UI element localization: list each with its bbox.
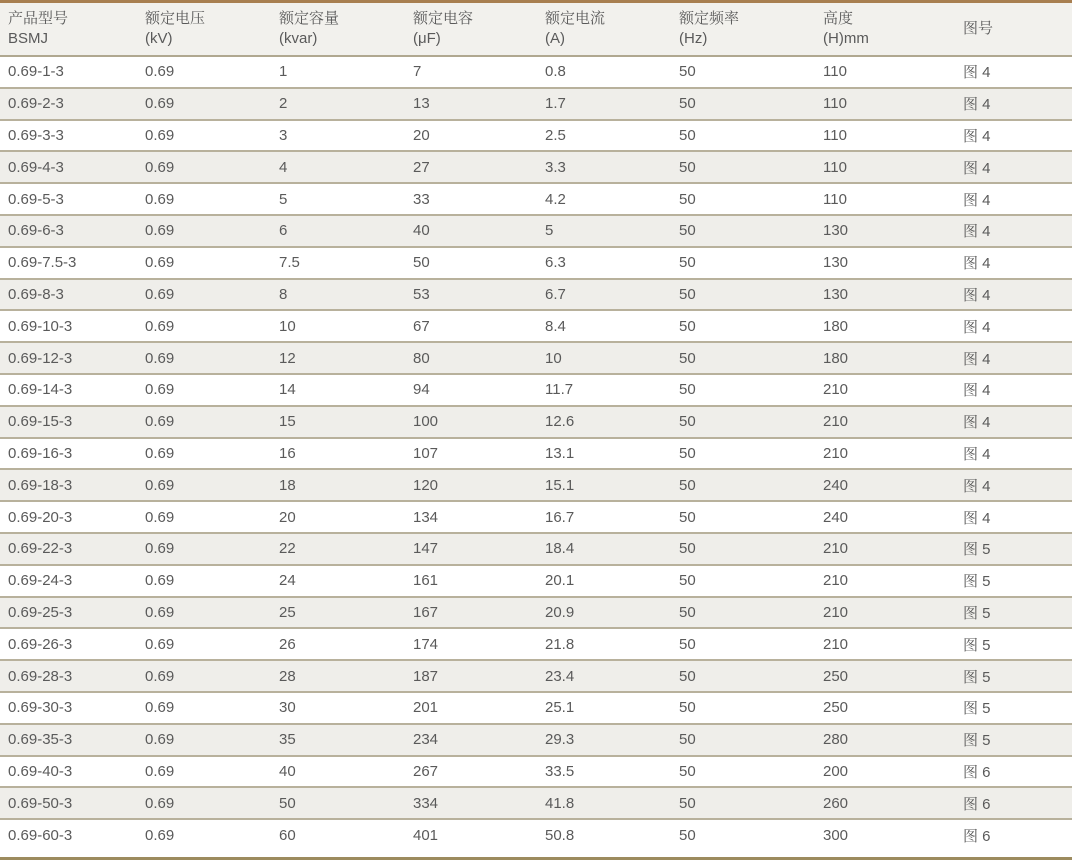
cell-current: 1.7 — [537, 88, 671, 120]
cell-frequency: 50 — [671, 374, 815, 406]
cell-height: 210 — [815, 628, 955, 660]
cell-model: 0.69-16-3 — [0, 438, 137, 470]
cell-current: 18.4 — [537, 533, 671, 565]
cell-height: 240 — [815, 469, 955, 501]
cell-current: 25.1 — [537, 692, 671, 724]
cell-voltage: 0.69 — [137, 692, 271, 724]
cell-capacity: 28 — [271, 660, 405, 692]
cell-current: 2.5 — [537, 120, 671, 152]
cell-height: 210 — [815, 533, 955, 565]
cell-capacitance: 107 — [405, 438, 537, 470]
cell-figure: 图 5 — [955, 692, 1072, 724]
table-row — [0, 247, 1072, 279]
table-row — [0, 183, 1072, 215]
table-row — [0, 628, 1072, 660]
cell-model: 0.69-40-3 — [0, 756, 137, 788]
column-label: 图号 — [963, 20, 994, 37]
cell-model: 0.69-26-3 — [0, 628, 137, 660]
cell-frequency: 50 — [671, 787, 815, 819]
cell-voltage: 0.69 — [137, 279, 271, 311]
cell-voltage: 0.69 — [137, 501, 271, 533]
cell-current: 6.3 — [537, 247, 671, 279]
cell-current: 6.7 — [537, 279, 671, 311]
cell-capacity: 3 — [271, 120, 405, 152]
cell-capacitance: 134 — [405, 501, 537, 533]
cell-voltage: 0.69 — [137, 724, 271, 756]
column-header-capacity — [271, 3, 405, 56]
cell-capacitance: 161 — [405, 565, 537, 597]
cell-model: 0.69-4-3 — [0, 151, 137, 183]
cell-model: 0.69-50-3 — [0, 787, 137, 819]
cell-height: 110 — [815, 151, 955, 183]
cell-figure: 图 5 — [955, 597, 1072, 629]
cell-capacitance: 94 — [405, 374, 537, 406]
cell-frequency: 50 — [671, 565, 815, 597]
table-row — [0, 215, 1072, 247]
table-row — [0, 787, 1072, 819]
cell-figure: 图 4 — [955, 374, 1072, 406]
cell-height: 210 — [815, 374, 955, 406]
table-row — [0, 406, 1072, 438]
column-label: 高度 — [823, 10, 854, 27]
cell-height: 210 — [815, 565, 955, 597]
cell-current: 15.1 — [537, 469, 671, 501]
cell-frequency: 50 — [671, 183, 815, 215]
cell-voltage: 0.69 — [137, 469, 271, 501]
cell-capacity: 2 — [271, 88, 405, 120]
cell-model: 0.69-2-3 — [0, 88, 137, 120]
table-row — [0, 724, 1072, 756]
cell-figure: 图 4 — [955, 406, 1072, 438]
cell-voltage: 0.69 — [137, 310, 271, 342]
cell-current: 16.7 — [537, 501, 671, 533]
cell-frequency: 50 — [671, 469, 815, 501]
cell-capacity: 25 — [271, 597, 405, 629]
cell-current: 8.4 — [537, 310, 671, 342]
column-label: 产品型号 — [8, 10, 69, 27]
cell-height: 240 — [815, 501, 955, 533]
cell-model: 0.69-14-3 — [0, 374, 137, 406]
cell-figure: 图 4 — [955, 469, 1072, 501]
cell-capacity: 26 — [271, 628, 405, 660]
cell-frequency: 50 — [671, 819, 815, 850]
cell-height: 110 — [815, 120, 955, 152]
cell-model: 0.69-18-3 — [0, 469, 137, 501]
cell-capacity: 40 — [271, 756, 405, 788]
cell-figure: 图 6 — [955, 819, 1072, 850]
cell-voltage: 0.69 — [137, 374, 271, 406]
cell-model: 0.69-8-3 — [0, 279, 137, 311]
cell-voltage: 0.69 — [137, 819, 271, 850]
cell-frequency: 50 — [671, 279, 815, 311]
cell-capacitance: 334 — [405, 787, 537, 819]
cell-model: 0.69-1-3 — [0, 56, 137, 88]
column-label: 额定频率 — [679, 10, 740, 27]
cell-height: 180 — [815, 310, 955, 342]
cell-height: 130 — [815, 215, 955, 247]
cell-height: 110 — [815, 88, 955, 120]
table-header — [0, 3, 1072, 56]
cell-height: 260 — [815, 787, 955, 819]
cell-capacitance: 174 — [405, 628, 537, 660]
cell-height: 130 — [815, 247, 955, 279]
column-unit: (kvar) — [279, 30, 318, 47]
cell-figure: 图 4 — [955, 438, 1072, 470]
cell-voltage: 0.69 — [137, 151, 271, 183]
cell-current: 21.8 — [537, 628, 671, 660]
cell-figure: 图 5 — [955, 533, 1072, 565]
cell-frequency: 50 — [671, 247, 815, 279]
column-header-figure — [955, 3, 1072, 56]
column-unit: (μF) — [413, 30, 441, 47]
cell-capacity: 22 — [271, 533, 405, 565]
cell-capacity: 8 — [271, 279, 405, 311]
cell-model: 0.69-6-3 — [0, 215, 137, 247]
column-unit: (H)mm — [823, 30, 869, 47]
cell-height: 280 — [815, 724, 955, 756]
cell-voltage: 0.69 — [137, 628, 271, 660]
cell-figure: 图 4 — [955, 120, 1072, 152]
cell-current: 3.3 — [537, 151, 671, 183]
table-row — [0, 438, 1072, 470]
cell-model: 0.69-60-3 — [0, 819, 137, 850]
cell-current: 11.7 — [537, 374, 671, 406]
cell-frequency: 50 — [671, 438, 815, 470]
cell-height: 110 — [815, 183, 955, 215]
cell-figure: 图 4 — [955, 279, 1072, 311]
capacitor-spec-table — [0, 3, 1072, 850]
cell-figure: 图 5 — [955, 660, 1072, 692]
cell-frequency: 50 — [671, 120, 815, 152]
cell-frequency: 50 — [671, 310, 815, 342]
cell-capacitance: 27 — [405, 151, 537, 183]
cell-capacitance: 40 — [405, 215, 537, 247]
cell-capacitance: 7 — [405, 56, 537, 88]
cell-capacity: 10 — [271, 310, 405, 342]
cell-figure: 图 5 — [955, 724, 1072, 756]
cell-voltage: 0.69 — [137, 438, 271, 470]
cell-voltage: 0.69 — [137, 120, 271, 152]
cell-capacitance: 13 — [405, 88, 537, 120]
cell-capacity: 15 — [271, 406, 405, 438]
cell-figure: 图 4 — [955, 310, 1072, 342]
table-row — [0, 279, 1072, 311]
table-row — [0, 692, 1072, 724]
cell-voltage: 0.69 — [137, 183, 271, 215]
cell-figure: 图 5 — [955, 565, 1072, 597]
table-header-row — [0, 3, 1072, 56]
cell-capacitance: 147 — [405, 533, 537, 565]
cell-capacitance: 33 — [405, 183, 537, 215]
cell-model: 0.69-35-3 — [0, 724, 137, 756]
cell-capacitance: 53 — [405, 279, 537, 311]
cell-figure: 图 4 — [955, 56, 1072, 88]
cell-current: 20.9 — [537, 597, 671, 629]
cell-model: 0.69-28-3 — [0, 660, 137, 692]
cell-frequency: 50 — [671, 406, 815, 438]
table-row — [0, 660, 1072, 692]
cell-height: 250 — [815, 692, 955, 724]
table-row — [0, 342, 1072, 374]
cell-capacity: 12 — [271, 342, 405, 374]
column-unit: (A) — [545, 30, 565, 47]
table-row — [0, 565, 1072, 597]
cell-model: 0.69-15-3 — [0, 406, 137, 438]
cell-frequency: 50 — [671, 215, 815, 247]
cell-capacity: 35 — [271, 724, 405, 756]
cell-current: 10 — [537, 342, 671, 374]
cell-capacity: 30 — [271, 692, 405, 724]
cell-voltage: 0.69 — [137, 88, 271, 120]
column-label: 额定容量 — [279, 10, 340, 27]
column-header-frequency — [671, 3, 815, 56]
cell-model: 0.69-10-3 — [0, 310, 137, 342]
cell-figure: 图 4 — [955, 247, 1072, 279]
cell-figure: 图 4 — [955, 215, 1072, 247]
cell-capacitance: 234 — [405, 724, 537, 756]
cell-capacitance: 80 — [405, 342, 537, 374]
cell-capacity: 18 — [271, 469, 405, 501]
cell-capacity: 16 — [271, 438, 405, 470]
cell-voltage: 0.69 — [137, 215, 271, 247]
cell-current: 41.8 — [537, 787, 671, 819]
cell-frequency: 50 — [671, 56, 815, 88]
cell-model: 0.69-25-3 — [0, 597, 137, 629]
cell-current: 5 — [537, 215, 671, 247]
table-row — [0, 533, 1072, 565]
column-header-current — [537, 3, 671, 56]
cell-current: 13.1 — [537, 438, 671, 470]
table-row — [0, 120, 1072, 152]
column-header-voltage — [137, 3, 271, 56]
table-row — [0, 756, 1072, 788]
cell-model: 0.69-7.5-3 — [0, 247, 137, 279]
cell-figure: 图 4 — [955, 342, 1072, 374]
cell-capacity: 1 — [271, 56, 405, 88]
column-label: 额定电容 — [413, 10, 474, 27]
cell-frequency: 50 — [671, 597, 815, 629]
column-header-capacitance — [405, 3, 537, 56]
cell-model: 0.69-24-3 — [0, 565, 137, 597]
cell-capacity: 6 — [271, 215, 405, 247]
column-header-model — [0, 3, 137, 56]
cell-voltage: 0.69 — [137, 565, 271, 597]
cell-current: 23.4 — [537, 660, 671, 692]
cell-frequency: 50 — [671, 724, 815, 756]
cell-capacitance: 120 — [405, 469, 537, 501]
cell-voltage: 0.69 — [137, 533, 271, 565]
cell-voltage: 0.69 — [137, 56, 271, 88]
cell-height: 200 — [815, 756, 955, 788]
cell-current: 20.1 — [537, 565, 671, 597]
cell-model: 0.69-22-3 — [0, 533, 137, 565]
cell-capacity: 60 — [271, 819, 405, 850]
cell-figure: 图 4 — [955, 151, 1072, 183]
cell-capacity: 5 — [271, 183, 405, 215]
cell-figure: 图 4 — [955, 183, 1072, 215]
cell-figure: 图 4 — [955, 88, 1072, 120]
cell-frequency: 50 — [671, 501, 815, 533]
cell-capacitance: 50 — [405, 247, 537, 279]
cell-frequency: 50 — [671, 151, 815, 183]
cell-figure: 图 6 — [955, 756, 1072, 788]
cell-voltage: 0.69 — [137, 597, 271, 629]
table-row — [0, 819, 1072, 850]
cell-frequency: 50 — [671, 628, 815, 660]
cell-capacity: 14 — [271, 374, 405, 406]
cell-capacity: 50 — [271, 787, 405, 819]
column-label: 额定电流 — [545, 10, 606, 27]
cell-voltage: 0.69 — [137, 787, 271, 819]
table-row — [0, 151, 1072, 183]
cell-capacitance: 100 — [405, 406, 537, 438]
cell-height: 180 — [815, 342, 955, 374]
column-label: 额定电压 — [145, 10, 206, 27]
cell-capacitance: 67 — [405, 310, 537, 342]
cell-current: 4.2 — [537, 183, 671, 215]
cell-capacitance: 401 — [405, 819, 537, 850]
column-unit: (Hz) — [679, 30, 708, 47]
cell-capacitance: 267 — [405, 756, 537, 788]
cell-figure: 图 5 — [955, 628, 1072, 660]
cell-voltage: 0.69 — [137, 660, 271, 692]
cell-model: 0.69-20-3 — [0, 501, 137, 533]
cell-current: 33.5 — [537, 756, 671, 788]
cell-height: 210 — [815, 597, 955, 629]
cell-height: 130 — [815, 279, 955, 311]
cell-frequency: 50 — [671, 692, 815, 724]
cell-frequency: 50 — [671, 533, 815, 565]
cell-voltage: 0.69 — [137, 342, 271, 374]
cell-height: 210 — [815, 438, 955, 470]
table-row — [0, 56, 1072, 88]
table-row — [0, 597, 1072, 629]
cell-capacitance: 20 — [405, 120, 537, 152]
cell-model: 0.69-12-3 — [0, 342, 137, 374]
cell-capacity: 4 — [271, 151, 405, 183]
cell-capacity: 7.5 — [271, 247, 405, 279]
cell-voltage: 0.69 — [137, 247, 271, 279]
cell-current: 12.6 — [537, 406, 671, 438]
cell-height: 300 — [815, 819, 955, 850]
cell-height: 250 — [815, 660, 955, 692]
cell-frequency: 50 — [671, 88, 815, 120]
cell-model: 0.69-30-3 — [0, 692, 137, 724]
cell-height: 210 — [815, 406, 955, 438]
cell-capacitance: 167 — [405, 597, 537, 629]
table-row — [0, 88, 1072, 120]
cell-figure: 图 4 — [955, 501, 1072, 533]
column-header-height — [815, 3, 955, 56]
cell-capacitance: 187 — [405, 660, 537, 692]
table-row — [0, 374, 1072, 406]
column-unit: BSMJ — [8, 30, 49, 47]
table-row — [0, 310, 1072, 342]
table-row — [0, 469, 1072, 501]
cell-current: 50.8 — [537, 819, 671, 850]
cell-figure: 图 6 — [955, 787, 1072, 819]
cell-model: 0.69-5-3 — [0, 183, 137, 215]
cell-capacity: 20 — [271, 501, 405, 533]
table-body — [0, 56, 1072, 850]
cell-height: 110 — [815, 56, 955, 88]
column-unit: (kV) — [145, 30, 173, 47]
cell-voltage: 0.69 — [137, 756, 271, 788]
cell-frequency: 50 — [671, 756, 815, 788]
cell-voltage: 0.69 — [137, 406, 271, 438]
cell-frequency: 50 — [671, 660, 815, 692]
cell-current: 29.3 — [537, 724, 671, 756]
table-row — [0, 501, 1072, 533]
cell-frequency: 50 — [671, 342, 815, 374]
cell-capacitance: 201 — [405, 692, 537, 724]
cell-capacity: 24 — [271, 565, 405, 597]
cell-current: 0.8 — [537, 56, 671, 88]
cell-model: 0.69-3-3 — [0, 120, 137, 152]
